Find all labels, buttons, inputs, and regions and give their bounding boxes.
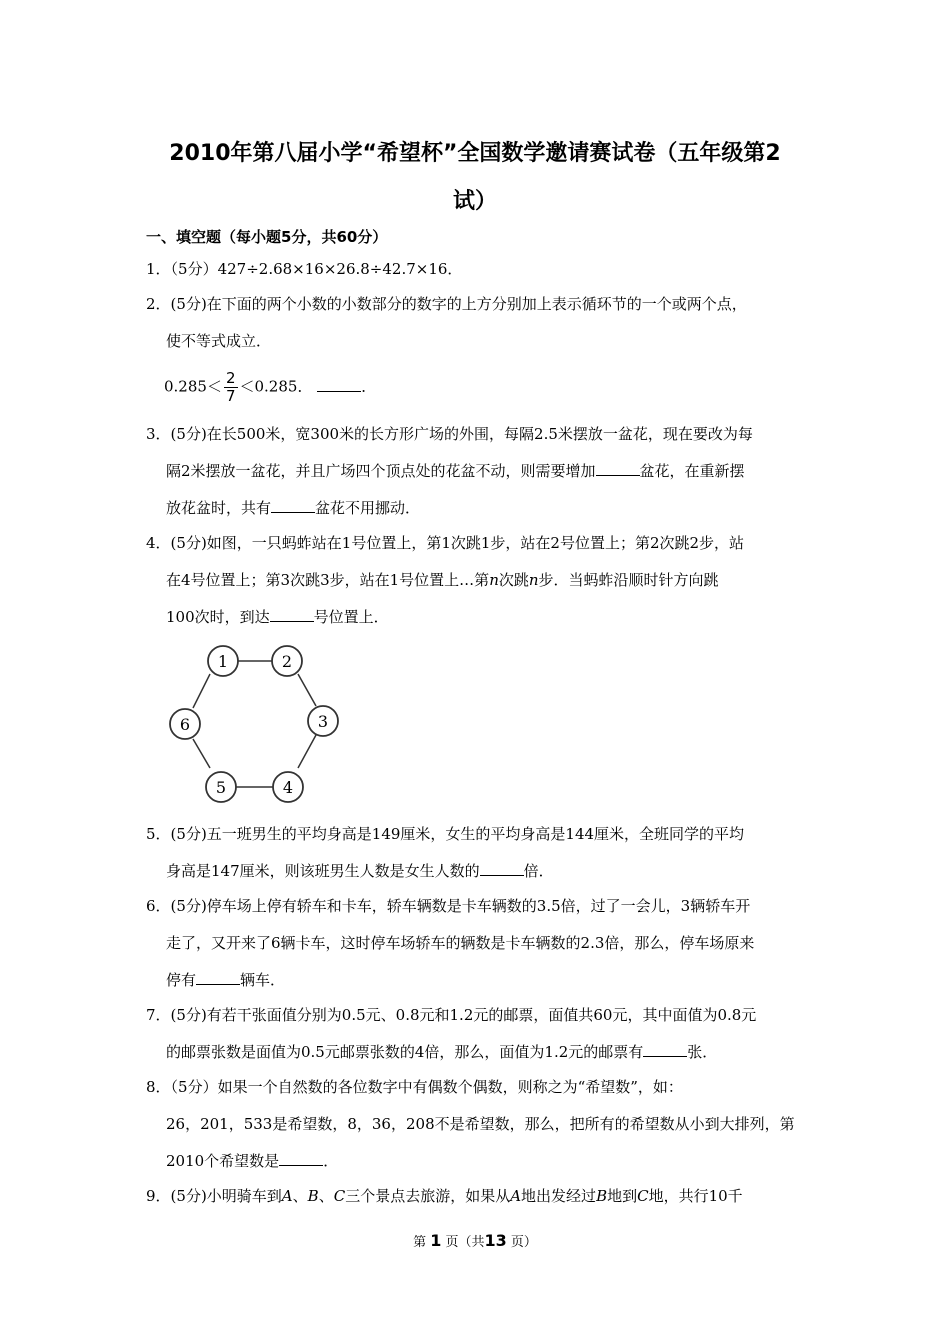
question-3-line-3 bbox=[166, 498, 420, 518]
exam-title-line-1: 2010年第八届小学“希望杯”全国数学邀请赛试卷（五年级第2 bbox=[169, 141, 781, 166]
q3-text-c: 放花盆时，共有 bbox=[166, 499, 272, 517]
q4-text-d: 100次时，到达 bbox=[166, 608, 270, 626]
answer-blank[interactable] bbox=[271, 498, 315, 513]
answer-blank[interactable] bbox=[196, 970, 240, 985]
inequality-right: ＜0.285． bbox=[239, 377, 313, 396]
q9-text-e: 地，共行10千 bbox=[648, 1187, 743, 1205]
node-6-label: 6 bbox=[179, 715, 191, 734]
exam-title-line-2: 试） bbox=[452, 189, 497, 214]
edge-5-6 bbox=[193, 739, 210, 768]
section-heading: 一、填空题（每小题5分，共60分） bbox=[146, 228, 388, 246]
question-5-line-1: 5．(5分)五一班男生的平均身高是149厘米，女生的平均身高是144厘米，全班同学的平均 bbox=[146, 825, 745, 843]
footer-text: 页） bbox=[510, 1235, 537, 1250]
question-6-line-1: 6．(5分)停车场上停有轿车和卡车，轿车辆数是卡车辆数的3.5倍，过了一会儿，3辆轿车开 bbox=[146, 897, 751, 915]
inequality-left: 0.285＜ bbox=[164, 377, 222, 396]
q3-text-d: 盆花不用挪动． bbox=[315, 499, 421, 517]
question-8-line-2: 26，201，533是希望数，8，36，208不是希望数，那么，把所有的希望数从小到大排列，第 bbox=[166, 1115, 795, 1133]
question-2-line-1: 2．(5分)在下面的两个小数的小数部分的数字的上方分别加上表示循环节的一个或两个点， bbox=[146, 295, 747, 313]
q6-text-b: 辆车． bbox=[240, 971, 286, 989]
node-1-label: 1 bbox=[217, 652, 229, 671]
node-3-label: 3 bbox=[317, 712, 329, 731]
fraction-2-7 bbox=[224, 370, 238, 405]
q8-text-b: ． bbox=[323, 1152, 339, 1170]
q9-sep: 、 bbox=[318, 1187, 334, 1205]
point-B: B bbox=[307, 1187, 319, 1205]
q9-text-b: 三个景点去旅游，如果从 bbox=[345, 1187, 511, 1205]
question-8-line-3 bbox=[166, 1151, 338, 1171]
point-A: A bbox=[281, 1187, 293, 1205]
q5-text-a: 身高是147厘米，则该班男生人数是女生人数的 bbox=[166, 862, 480, 880]
answer-blank[interactable] bbox=[279, 1151, 323, 1166]
footer-text: 第 bbox=[413, 1235, 427, 1250]
question-7-line-1: 7．(5分)有若干张面值分别为0.5元、0.8元和1.2元的邮票，面值共60元，其中面值为0.8元 bbox=[146, 1006, 757, 1024]
edge-6-1 bbox=[193, 674, 210, 708]
point-C: C bbox=[637, 1187, 649, 1205]
question-6-line-3 bbox=[166, 970, 285, 990]
point-C: C bbox=[333, 1187, 346, 1205]
q6-text-a: 停有 bbox=[166, 971, 197, 989]
page-footer bbox=[0, 1231, 950, 1250]
q4-text-c: 步．当蚂蚱沿顺时针方向跳 bbox=[538, 571, 719, 589]
footer-text: 页（共 bbox=[445, 1235, 485, 1250]
answer-blank[interactable] bbox=[596, 461, 640, 476]
question-2-inequality bbox=[164, 370, 376, 405]
question-4-line-1: 4．(5分)如图，一只蚂蚱站在1号位置上，第1次跳1步，站在2号位置上；第2次跳2步，站 bbox=[146, 534, 745, 552]
answer-blank[interactable] bbox=[270, 607, 314, 622]
q7-text-b: 张． bbox=[687, 1043, 718, 1061]
q4-text-b: 次跳 bbox=[498, 571, 529, 589]
point-A: A bbox=[510, 1187, 522, 1205]
question-1: 1．（5分）427÷2.68×16×26.8÷42.7×16． bbox=[146, 260, 463, 278]
node-2-label: 2 bbox=[281, 652, 293, 671]
hexagon-diagram bbox=[160, 638, 360, 808]
answer-blank[interactable] bbox=[480, 861, 524, 876]
q4-text-a: 在4号位置上；第3次跳3步，站在1号位置上…第 bbox=[166, 571, 490, 589]
q3-text-b: 盆花，在重新摆 bbox=[639, 462, 745, 480]
q9-text-c: 地出发经过 bbox=[521, 1187, 597, 1205]
q8-text-a: 2010个希望数是 bbox=[166, 1152, 280, 1170]
node-5-label: 5 bbox=[215, 778, 227, 797]
q9-text-d: 地到 bbox=[607, 1187, 638, 1205]
question-4-line-2 bbox=[166, 570, 719, 590]
variable-n: n bbox=[489, 571, 499, 589]
edge-2-3 bbox=[298, 674, 316, 706]
question-7-line-2 bbox=[166, 1042, 717, 1062]
question-5-line-2 bbox=[166, 861, 554, 881]
question-2-line-2: 使不等式成立． bbox=[166, 332, 272, 350]
question-9-line-1 bbox=[146, 1186, 743, 1206]
question-8-line-1: 8．（5分）如果一个自然数的各位数字中有偶数个偶数，则称之为“希望数”，如： bbox=[146, 1078, 683, 1096]
variable-n: n bbox=[528, 571, 539, 589]
q4-text-e: 号位置上． bbox=[313, 608, 389, 626]
inequality-end: ． bbox=[361, 377, 377, 396]
question-4-line-3 bbox=[166, 607, 389, 627]
q5-text-b: 倍． bbox=[523, 862, 554, 880]
question-3-line-1: 3．(5分)在长500米，宽300米的长方形广场的外围，每隔2.5米摆放一盆花，现在要改为每 bbox=[146, 425, 753, 443]
question-3-line-2 bbox=[166, 461, 745, 481]
answer-blank[interactable] bbox=[643, 1042, 687, 1057]
node-4-label: 4 bbox=[282, 778, 294, 797]
answer-blank[interactable] bbox=[317, 377, 361, 392]
q9-sep: 、 bbox=[292, 1187, 308, 1205]
page-number: 1 bbox=[430, 1231, 442, 1250]
q7-text-a: 的邮票张数是面值为0.5元邮票张数的4倍，那么，面值为1.2元的邮票有 bbox=[166, 1043, 644, 1061]
fraction-denominator: 7 bbox=[225, 387, 236, 405]
total-pages: 13 bbox=[484, 1231, 507, 1250]
q3-text-a: 隔2米摆放一盆花，并且广场四个顶点处的花盆不动，则需要增加 bbox=[166, 462, 596, 480]
q9-text-a: 9．(5分)小明骑车到 bbox=[146, 1187, 282, 1205]
edge-3-4 bbox=[298, 735, 316, 768]
point-B: B bbox=[596, 1187, 608, 1205]
fraction-numerator: 2 bbox=[225, 369, 236, 387]
question-6-line-2: 走了，又开来了6辆卡车，这时停车场轿车的辆数是卡车辆数的2.3倍，那么，停车场原来 bbox=[166, 934, 755, 952]
